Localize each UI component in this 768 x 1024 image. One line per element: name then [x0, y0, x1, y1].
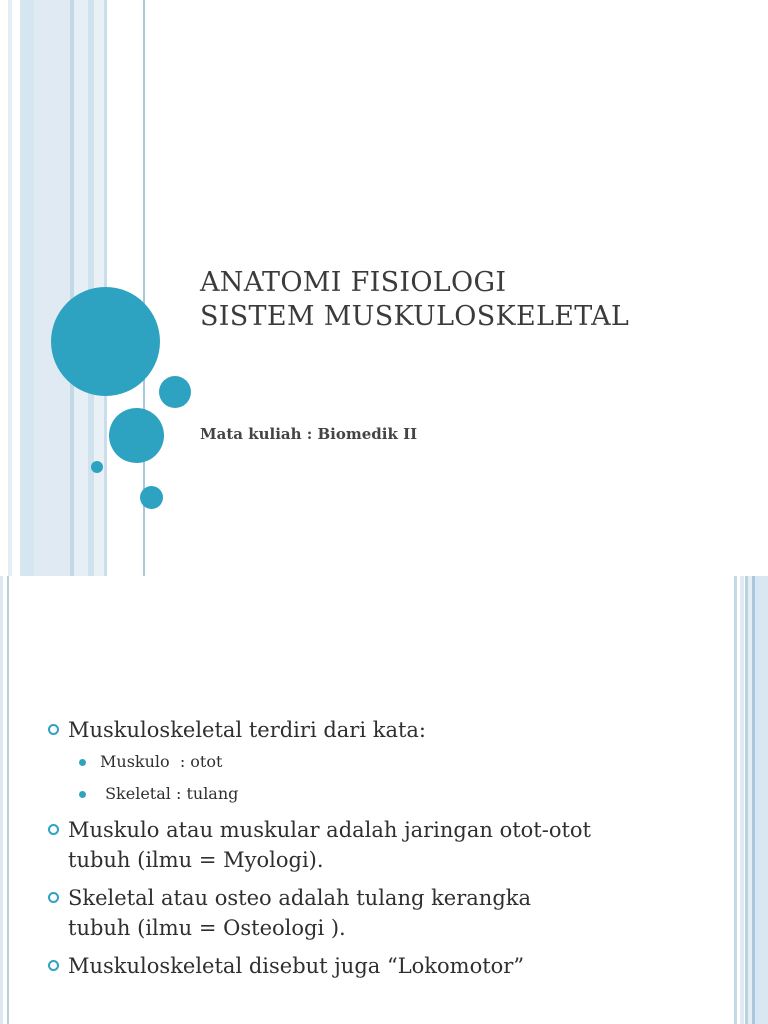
small-circle-decoration [159, 376, 191, 408]
list-item [46, 883, 716, 943]
small-circle-decoration [140, 486, 163, 509]
content-slide [0, 576, 768, 1024]
ring-bullet-icon [48, 892, 59, 903]
large-circle-decoration [51, 287, 160, 396]
list-item-text: Skeletal atau osteo adalah tulang kerangka tubuh (ilmu = Osteologi ). [68, 886, 532, 940]
list-item [46, 951, 716, 981]
list-item-text: Muskulo atau muskular adalah jaringan otot-otot tubuh (ilmu = Myologi). [68, 818, 592, 872]
decorative-stripes [0, 0, 160, 576]
title-line-2: SISTEM MUSKULOSKELETAL [200, 301, 630, 332]
list-item-text: Muskuloskeletal disebut juga “Lokomotor” [68, 954, 525, 978]
list-item [46, 715, 716, 745]
slide-title [200, 266, 740, 334]
slide-subtitle: Mata kuliah : Biomedik II [200, 425, 418, 443]
dot-bullet-icon [79, 759, 86, 766]
sub-list-item [46, 751, 716, 773]
title-line-1: ANATOMI FISIOLOGI [200, 267, 507, 298]
sub-list-item [46, 783, 716, 805]
ring-bullet-icon [48, 960, 59, 971]
tiny-circle-decoration [91, 461, 103, 473]
ring-bullet-icon [48, 724, 59, 735]
sub-list-item-text: Muskulo : otot [100, 752, 223, 771]
sub-list-item-text: Skeletal : tulang [100, 784, 239, 803]
ring-bullet-icon [48, 824, 59, 835]
list-item-text: Muskuloskeletal terdiri dari kata: [68, 718, 427, 742]
bullet-list [46, 715, 716, 984]
list-item [46, 815, 716, 875]
medium-circle-decoration [109, 408, 164, 463]
dot-bullet-icon [79, 791, 86, 798]
